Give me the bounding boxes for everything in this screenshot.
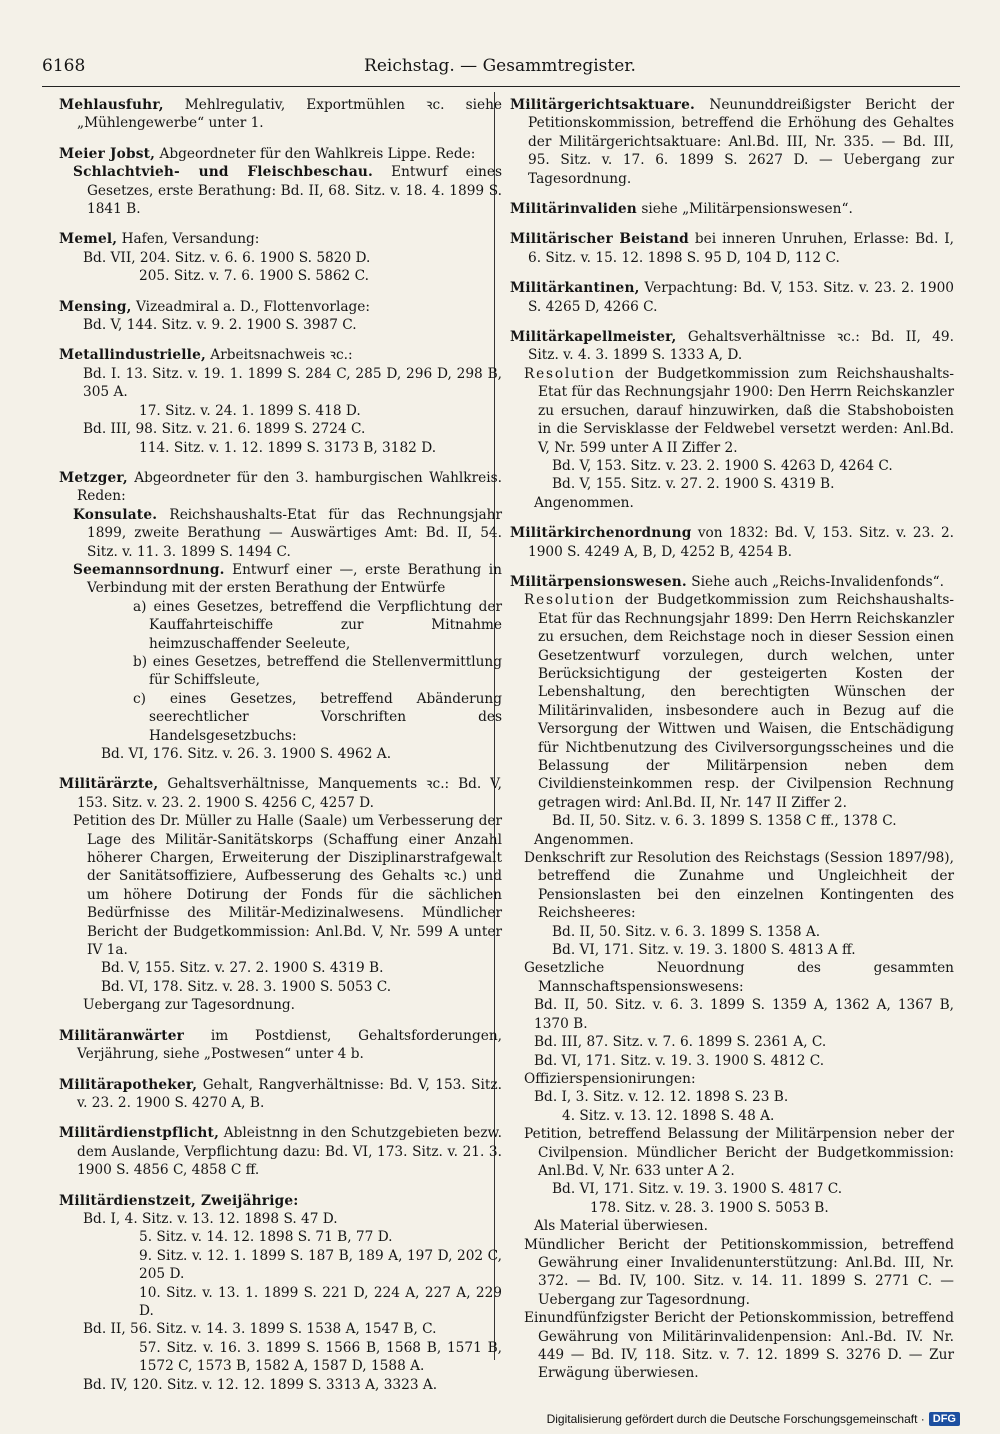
entry-headword: Militärärzte,	[59, 776, 159, 793]
entry-list-item: a) eines Gesetzes, betreffend die Verpflichtung der Kauffahrteischiffe zur Mitnahme heimzuschaffender Seeleute,	[133, 598, 502, 652]
index-entry	[59, 1192, 502, 1394]
entry-headword: Militärdienstpflicht,	[59, 1125, 220, 1142]
index-entry	[59, 96, 502, 133]
entry-reference: Bd. I. 13. Sitz. v. 19. 1. 1899 S. 284 C, 285 D, 296 D, 298 B, 305 A.	[83, 365, 502, 401]
entry-text: der Budgetkommission zum Reichshaushalts-Etat für das Rechnungsjahr 1899: Den Herrn Reichskanzler zu ersuchen, dem Reichstage noch in dieser Session einen Gesetzentwurf vorzulegen, durch welchen, unter Berücksichtigung der gesteigerten Kosten der Lebenshaltung, den berechtigten Wünschen der Militärinvaliden, insbesondere auch in Bezug auf die Versorgung der Wittwen und Waisen, die Entschädigung für Nichtbenutzung des Civilversorgungsscheines und die Belassung der Militärpension neben dem Civildiensteinkommen resp. der Civilpension Rechnung getragen wird: Anl.Bd. II, Nr. 147 II Ziffer 2.	[538, 592, 954, 811]
entry-text: Neununddreißigster Bericht der Petitionskommission, betreffend die Erhöhung des Gehaltes der Militärgerichtsaktuare: Anl.Bd. III, Nr. 335. — Bd. III, 95. Sitz. v. 17. 6. 1899 S. 2627 D. — Uebergang zur Tagesordnung.	[528, 97, 954, 187]
entry-text: Entwurf eines Gesetzes, erste Berathung: Bd. II, 68. Sitz. v. 18. 4. 1899 S. 1841 B.	[87, 164, 502, 218]
entry-reference: Bd. VI, 171. Sitz. v. 19. 3. 1900 S. 4812 C.	[534, 1052, 825, 1069]
entry-reference: Bd. V, 155. Sitz. v. 27. 2. 1900 S. 4319 B.	[101, 960, 384, 977]
entry-reference: 17. Sitz. v. 24. 1. 1899 S. 418 D.	[139, 402, 361, 419]
entry-paragraph: Offizierspensionirungen:	[524, 1070, 696, 1087]
entry-reference: 5. Sitz. v. 14. 12. 1898 S. 71 B, 77 D.	[139, 1229, 393, 1246]
entry-reference: 57. Sitz. v. 16. 3. 1899 S. 1566 B, 1568 B, 1571 B, 1572 C, 1573 B, 1582 A, 1587 D, 1588 A.	[139, 1339, 502, 1375]
resolution-label: Resolution	[524, 365, 616, 382]
entry-reference: 178. Sitz. v. 28. 3. 1900 S. 5053 B.	[590, 1199, 829, 1216]
entry-headword: Metallindustrielle,	[59, 347, 206, 364]
running-head: Reichstag. — Gesammtregister.	[364, 56, 636, 76]
entry-text: der Budgetkommission zum Reichshaushalts-Etat für das Rechnungsjahr 1900: Den Herrn Reichskanzler zu ersuchen, darauf hinzuwirken, daß die Stabshoboisten in die Servisklasse der Feldwebel versetzt werden: Anl.Bd. V, Nr. 599 unter A II Ziffer 2.	[538, 365, 954, 456]
entry-reference: Bd. V, 153. Sitz. v. 23. 2. 1900 S. 4263 D, 4264 C.	[552, 457, 893, 474]
entry-list-item: b) eines Gesetzes, betreffend die Stellenvermittlung für Schiffsleute,	[133, 653, 502, 689]
entry-text: Verpachtung: Bd. V, 153. Sitz. v. 23. 2. 1900 S. 4265 D, 4266 C.	[528, 280, 954, 315]
entry-text: Abgeordneter für den Wahlkreis Lippe. Rede:	[155, 145, 476, 162]
index-entry	[510, 524, 954, 561]
entry-paragraph: Gesetzliche Neuordnung des gesammten Mannschaftspensionswesens:	[524, 960, 954, 995]
entry-reference: Bd. II, 56. Sitz. v. 14. 3. 1899 S. 1538 A, 1547 B, C.	[83, 1321, 437, 1338]
entry-headword: Militärpensionswesen.	[510, 573, 687, 590]
entry-headword: Mehlausfuhr,	[59, 97, 164, 113]
entry-paragraph: Denkschrift zur Resolution des Reichstags (Session 1897/98), betreffend die Zunahme und Ungleichheit der Pensionslasten bei den einzelnen Kontingenten des Reichsheeres:	[524, 850, 954, 922]
index-entry	[59, 298, 502, 335]
entry-reference: Bd. IV, 120. Sitz. v. 12. 12. 1899 S. 3313 A, 3323 A.	[83, 1376, 438, 1393]
page-number: 6168	[42, 56, 86, 76]
entry-reference: Bd. V, 155. Sitz. v. 27. 2. 1900 S. 4319 B.	[552, 476, 835, 493]
entry-headword: Militärischer Beistand	[510, 231, 689, 248]
entry-reference: Bd. III, 87. Sitz. v. 7. 6. 1899 S. 2361 A, C.	[534, 1034, 827, 1051]
footer-text: Digitalisierung gefördert durch die Deutsche Forschungsgemeinschaft ·	[546, 1412, 925, 1426]
entry-headword: Militäranwärter	[59, 1027, 185, 1044]
entry-reference: Bd. III, 98. Sitz. v. 21. 6. 1899 S. 2724 C.	[83, 421, 366, 438]
entry-reference: Bd. II, 50. Sitz. v. 6. 3. 1899 S. 1358 A.	[552, 923, 821, 940]
entry-reference: Bd. II, 50. Sitz. v. 6. 3. 1899 S. 1359 A, 1362 A, 1367 B, 1370 B.	[534, 997, 954, 1032]
entry-headword: Militärapotheker,	[59, 1076, 198, 1093]
entry-paragraph: Petition, betreffend Belassung der Militärpension neber der Civilpension. Mündlicher Bericht der Budgetkommission: Anl.Bd. V, Nr. 633 unter A 2.	[524, 1126, 954, 1179]
entry-reference: Bd. VI, 171. Sitz. v. 19. 3. 1800 S. 4813 A ff.	[552, 942, 856, 959]
entry-text: Siehe auch „Reichs-Invalidenfonds“.	[686, 573, 944, 590]
entry-text: siehe „Militärpensionswesen“.	[636, 201, 853, 218]
entry-reference: 4. Sitz. v. 13. 12. 1898 S. 48 A.	[562, 1107, 775, 1124]
entry-text: Reichshaushalts-Etat für das Rechnungsjahr 1899, zweite Berathung — Auswärtiges Amt: Bd. II, 54. Sitz. v. 11. 3. 1899 S. 1494 C.	[87, 506, 502, 560]
index-entry	[59, 1027, 502, 1064]
entry-headword: Memel,	[59, 231, 118, 248]
entry-reference: 114. Sitz. v. 1. 12. 1899 S. 3173 B, 3182 D.	[139, 439, 437, 456]
entry-text: Gehaltsverhältnisse, Manquements ꝛc.: Bd. V, 153. Sitz. v. 23. 2. 1900 S. 4256 C, 4257 D.	[77, 776, 502, 811]
entry-reference: 9. Sitz. v. 12. 1. 1899 S. 187 B, 189 A, 197 D, 202 C, 205 D.	[139, 1247, 502, 1283]
entry-text: Abgeordneter für den 3. hamburgischen Wahlkreis. Reden:	[77, 469, 502, 505]
index-entry	[59, 230, 502, 285]
entry-paragraph: Einundfünfzigster Bericht der Petionskommission, betreffend Gewährung von Militärinvalidenpension: Anl.-Bd. IV. Nr. 449 — Bd. IV, 118. Sitz. v. 7. 12. 1899 S. 3276 D. — Zur Erwägung überwiesen.	[524, 1310, 954, 1382]
entry-reference: Als Material überwiesen.	[534, 1218, 708, 1235]
entry-reference: Bd. II, 50. Sitz. v. 6. 3. 1899 S. 1358 C ff., 1378 C.	[552, 813, 897, 830]
entry-text: von 1832: Bd. V, 153. Sitz. v. 23. 2. 1900 S. 4249 A, B, D, 4252 B, 4254 B.	[528, 525, 954, 560]
index-entry	[59, 145, 502, 219]
entry-text: Vizeadmiral a. D., Flottenvorlage:	[131, 298, 370, 315]
entry-headword: Militärgerichtsaktuare.	[510, 97, 695, 113]
entry-reference: Bd. V, 144. Sitz. v. 9. 2. 1900 S. 3987 C.	[83, 317, 357, 334]
entry-text: Hafen, Versandung:	[117, 231, 260, 248]
entry-reference: Bd. I, 4. Sitz. v. 13. 12. 1898 S. 47 D.	[83, 1210, 338, 1227]
entry-text: Entwurf einer —, erste Berathung in Verbindung mit der ersten Berathung der Entwürfe	[87, 561, 502, 597]
entry-headword: Militärdienstzeit, Zweijährige:	[59, 1192, 299, 1209]
entry-reference: Bd. VI, 178. Sitz. v. 28. 3. 1900 S. 5053 C.	[101, 978, 392, 995]
entry-headword: Mensing,	[59, 298, 132, 315]
entry-reference: Bd. VI, 176. Sitz. v. 26. 3. 1900 S. 4962 A.	[101, 746, 392, 762]
index-entry	[59, 1124, 502, 1179]
entry-headword: Militärkirchenordnung	[510, 525, 692, 542]
index-entry	[510, 279, 954, 316]
entry-reference: Angenommen.	[534, 494, 634, 511]
entry-text: Arbeitsnachweis ꝛc.:	[205, 347, 353, 364]
entry-reference: Angenommen.	[534, 831, 634, 848]
index-entry	[510, 200, 954, 218]
entry-reference: Bd. VI, 171. Sitz. v. 19. 3. 1900 S. 4817 C.	[552, 1181, 843, 1198]
index-entry	[510, 230, 954, 267]
entry-reference: 10. Sitz. v. 13. 1. 1899 S. 221 D, 224 A, 227 A, 229 D.	[139, 1284, 502, 1319]
entry-paragraph: Petition des Dr. Müller zu Halle (Saale) um Verbesserung der Lage des Militär-Sanitätskorps (Schaffung einer Anzahl höherer Chargen, Erweiterung der Disziplinarstrafgewalt der Sanitätsoffiziere, Aufbesserung des Gehalts ꝛc.) und um höhere Dotirung der Fonds für die sächlichen Bedürfnisse des Militär-Medizinalwesens. Mündlicher Bericht der Budgetkommission: Anl.Bd. V, Nr. 599 A unter IV 1a.	[73, 813, 502, 959]
entry-reference: Uebergang zur Tagesordnung.	[83, 997, 296, 1014]
index-entry	[59, 469, 502, 764]
index-entry	[510, 96, 954, 188]
entry-headword: Militärkantinen,	[510, 280, 640, 297]
index-entry	[59, 346, 502, 456]
dfg-logo-icon: DFG	[929, 1412, 960, 1426]
left-column	[59, 96, 502, 1406]
entry-headword: Metzger,	[59, 469, 128, 486]
entry-subheadword: Konsulate.	[73, 506, 158, 523]
entry-text: im Postdienst, Gehaltsforderungen, Verjährung, siehe „Postwesen“ unter 4 b.	[77, 1027, 502, 1063]
entry-subheadword: Schlachtvieh- und Fleischbeschau.	[73, 164, 374, 181]
entry-headword: Meier Jobst,	[59, 145, 156, 162]
index-entry	[510, 573, 954, 1383]
index-entry	[59, 775, 502, 1014]
entry-text: Mehlregulativ, Exportmühlen ꝛc. siehe „Mühlengewerbe“ unter 1.	[77, 97, 502, 132]
index-entry	[510, 328, 954, 512]
entry-subheadword: Seemannsordnung.	[73, 561, 225, 578]
entry-text: bei inneren Unruhen, Erlasse: Bd. I, 6. Sitz. v. 15. 12. 1898 S. 95 D, 104 D, 112 C.	[528, 231, 955, 266]
entry-text: Gehalt, Rangverhältnisse: Bd. V, 153. Sitz. v. 23. 2. 1900 S. 4270 A, B.	[77, 1076, 502, 1111]
index-entry	[59, 1076, 502, 1113]
right-column	[510, 96, 954, 1395]
entry-list-item: c) eines Gesetzes, betreffend Abänderung seerechtlicher Vorschriften des Handelsgesetzbuchs:	[133, 690, 502, 744]
entry-reference: Bd. VII, 204. Sitz. v. 6. 6. 1900 S. 5820 D.	[83, 249, 371, 266]
header-rule	[42, 86, 960, 87]
entry-text: Ableistnng in den Schutzgebieten bezw. dem Auslande, Verpflichtung dazu: Bd. VI, 173. Sitz. v. 21. 3. 1900 S. 4856 C, 4858 C ff.	[77, 1125, 502, 1179]
entry-headword: Militärinvaliden	[510, 201, 637, 218]
resolution-label: Resolution	[524, 592, 616, 609]
digitization-footer	[547, 1412, 960, 1426]
entry-reference: 205. Sitz. v. 7. 6. 1900 S. 5862 C.	[139, 268, 369, 285]
entry-paragraph: Mündlicher Bericht der Petitionskommission, betreffend Gewährung einer Invalidenunterstützung: Anl.Bd. III, Nr. 372. — Bd. IV, 100. Sitz. v. 14. 11. 1899 S. 2771 C. — Uebergang zur Tagesordnung.	[524, 1236, 954, 1308]
entry-headword: Militärkapellmeister,	[510, 329, 677, 346]
entry-text: Gehaltsverhältnisse ꝛc.: Bd. II, 49. Sitz. v. 4. 3. 1899 S. 1333 A, D.	[528, 329, 954, 364]
entry-reference: Bd. I, 3. Sitz. v. 12. 12. 1898 S. 23 B.	[534, 1089, 789, 1106]
